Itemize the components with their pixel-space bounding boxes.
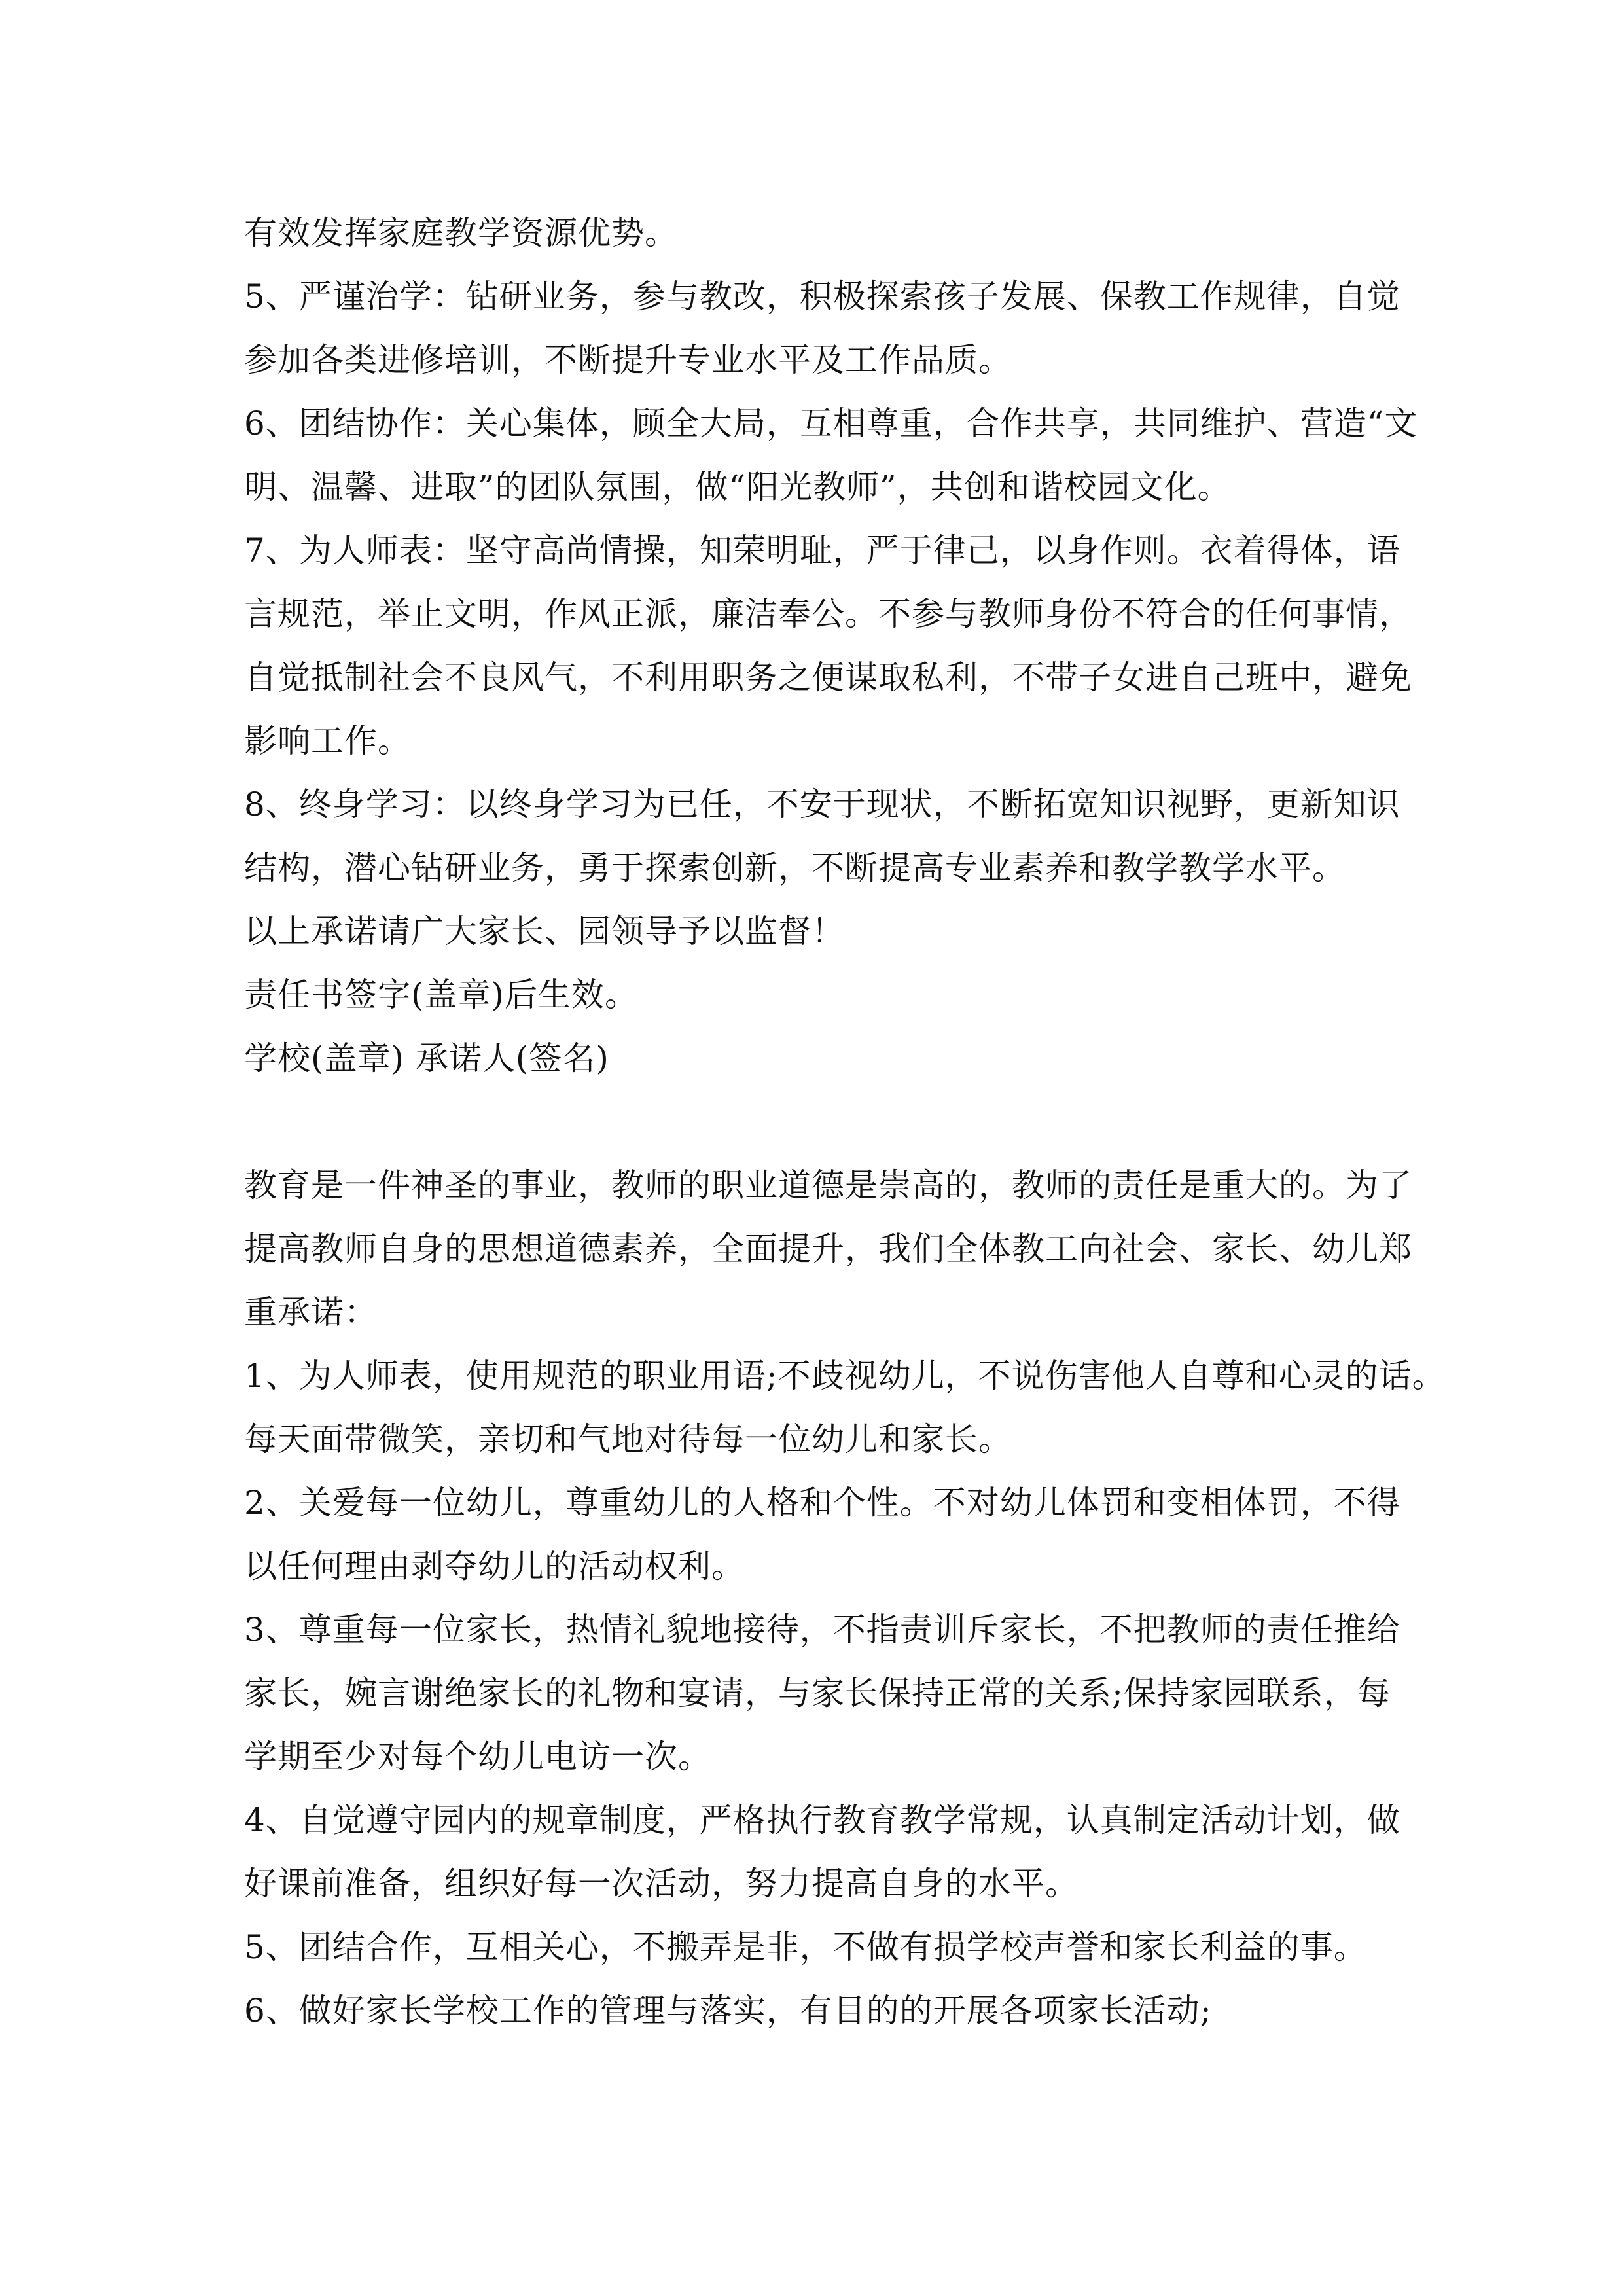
text-line: 言规范，举止文明，作风正派，廉洁奉公。不参与教师身份不符合的任何事情， — [244, 595, 1412, 633]
text-line: 5、团结合作，互相关心，不搬弄是非，不做有损学校声誉和家长利益的事。 — [244, 1928, 1367, 1966]
text-line: 学期至少对每个幼儿电访一次。 — [244, 1738, 711, 1776]
text-line: 3、尊重每一位家长，热情礼貌地接待，不指责训斥家长，不把教师的责任推给 — [244, 1611, 1400, 1649]
text-line: 学校(盖章) 承诺人(签名) — [244, 1039, 609, 1077]
text-line: 每天面带微笑，亲切和气地对待每一位幼儿和家长。 — [244, 1420, 1012, 1458]
text-line: 以任何理由剥夺幼儿的活动权利。 — [244, 1547, 745, 1585]
text-line: 影响工作。 — [244, 722, 411, 760]
blank-line — [244, 1090, 1389, 1154]
text-line: 5、严谨治学：钻研业务，参与教改，积极探索孩子发展、保教工作规律，自觉 — [244, 278, 1400, 315]
text-line: 自觉抵制社会不良风气，不利用职务之便谋取私利，不带子女进自己班中，避免 — [244, 658, 1412, 696]
text-line: 6、团结协作：关心集体，顾全大局，互相尊重，合作共享，共同维护、营造“文 — [244, 404, 1418, 442]
text-line: 4、自觉遵守园内的规章制度，严格执行教育教学常规，认真制定活动计划，做 — [244, 1801, 1400, 1839]
document-body — [244, 202, 1446, 2043]
text-line: 参加各类进修培训，不断提升专业水平及工作品质。 — [244, 341, 1012, 379]
text-line: 8、终身学习：以终身学习为已任，不安于现状，不断拓宽知识视野，更新知识 — [244, 785, 1400, 823]
text-line: 重承诺： — [244, 1293, 378, 1331]
text-line: 责任书签字(盖章)后生效。 — [244, 976, 639, 1014]
text-line: 有效发挥家庭教学资源优势。 — [244, 214, 678, 252]
text-line: 提高教师自身的思想道德素养，全面提升，我们全体教工向社会、家长、幼儿郑 — [244, 1230, 1412, 1268]
text-line: 教育是一件神圣的事业，教师的职业道德是崇高的，教师的责任是重大的。为了 — [244, 1166, 1412, 1204]
text-line: 6、做好家长学校工作的管理与落实，有目的的开展各项家长活动; — [244, 1992, 1212, 2030]
text-line: 家长，婉言谢绝家长的礼物和宴请，与家长保持正常的关系;保持家园联系，每 — [244, 1674, 1391, 1712]
text-line: 好课前准备，组织好每一次活动，努力提高自身的水平。 — [244, 1865, 1079, 1903]
text-line: 2、关爱每一位幼儿，尊重幼儿的人格和个性。不对幼儿体罚和变相体罚，不得 — [244, 1484, 1400, 1522]
text-line: 明、温馨、进取”的团队氛围，做“阳光教师”，共创和谐校园文化。 — [244, 468, 1231, 506]
text-line: 7、为人师表：坚守高尚情操，知荣明耻，严于律己，以身作则。衣着得体，语 — [244, 531, 1400, 569]
text-line: 1、为人师表，使用规范的职业用语;不歧视幼儿，不说伤害他人自尊和心灵的话。 — [244, 1357, 1446, 1395]
text-line: 以上承诺请广大家长、园领导予以监督！ — [244, 912, 845, 950]
text-line: 结构，潜心钻研业务，勇于探索创新，不断提高专业素养和教学教学水平。 — [244, 849, 1346, 887]
